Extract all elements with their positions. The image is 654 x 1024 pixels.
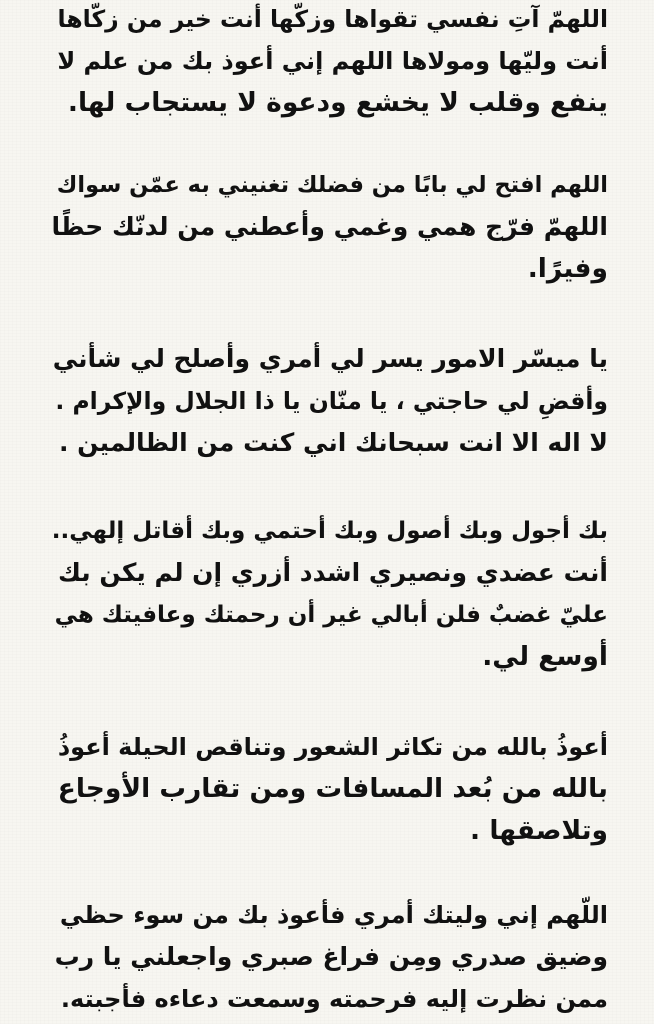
prayer-paragraph-2: [52, 164, 608, 290]
text-line: لا اله الا انت سبحانك اني كنت من الظالمين .: [58, 428, 608, 457]
text-line: وأقضِ لي حاجتي ، يا منّان يا ذا الجلال والإكرام .: [55, 387, 608, 415]
text-line: اللّهم إني وليتك أمري فأعوذ بك من سوء حظي: [59, 901, 608, 929]
text-line: بك أجول وبك أصول وبك أحتمي وبك أقاتل إلهي..: [51, 518, 608, 544]
text-line: أنت وليّها ومولاها اللهم إني أعوذ بك من علم لا: [57, 47, 608, 75]
text-line: يا ميسّر الامور يسر لي أمري وأصلح لي شأني: [52, 344, 608, 373]
text-line: اللهمّ آتِ نفسي تقواها وزكّها أنت خير من زكّاها: [57, 5, 608, 33]
text-line: ينفع وقلب لا يخشع ودعوة لا يستجاب لها.: [67, 87, 608, 118]
prayer-paragraph-3: [52, 338, 608, 464]
text-line: اللهمّ فرّج همي وغمي وأعطني من لدنّك حظًا: [51, 212, 608, 241]
text-line: عليّ غضبٌ فلن أبالي غير أن رحمتك وعافيتك هي: [54, 602, 608, 628]
text-line: وضيق صدري ومِن فراغ صبري واجعلني يا رب: [54, 942, 608, 971]
prayer-paragraph-4: [52, 510, 608, 678]
text-line: وتلاصقها .: [470, 815, 608, 846]
prayer-paragraph-1: [52, 0, 608, 124]
text-line: أعوذُ بالله من تكاثر الشعور وتناقص الحيلة أعوذُ: [57, 733, 608, 761]
text-line: أنت عضدي ونصيري اشدد أزري إن لم يكن بك: [57, 558, 608, 587]
text-line: وفيرًا.: [527, 253, 608, 284]
prayer-paragraph-6: [52, 894, 608, 1020]
text-line: ممن نظرت إليه فرحمته وسمعت دعاءه فأجبته.: [60, 985, 608, 1013]
text-line: بالله من بُعد المسافات ومن تقارب الأوجاع: [57, 773, 608, 804]
text-line: أوسع لي.: [482, 641, 608, 672]
prayer-paragraph-5: [52, 726, 608, 852]
text-line: اللهم افتح لي بابًا من فضلك تغنيني به عمّن سواك: [56, 172, 608, 198]
